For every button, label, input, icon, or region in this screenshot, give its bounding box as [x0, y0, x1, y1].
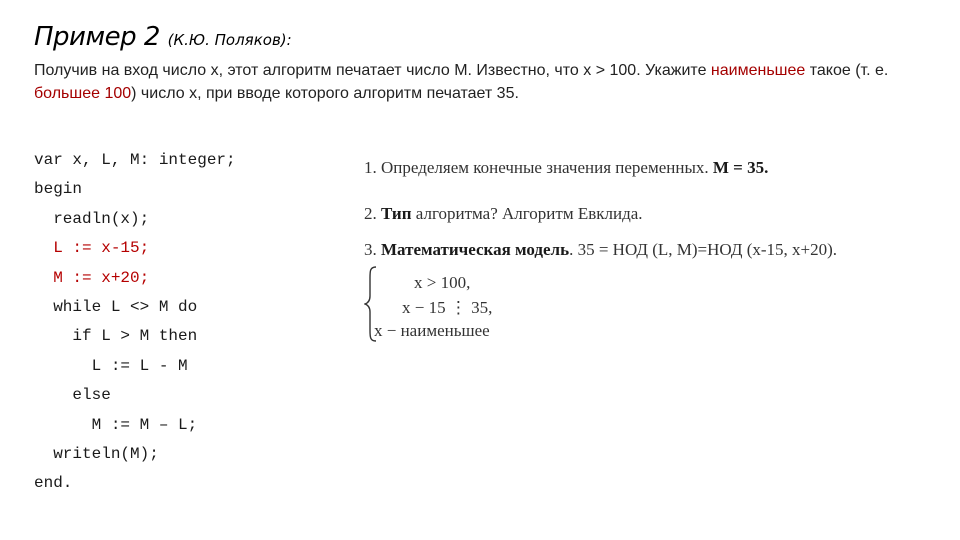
step-1 [364, 158, 954, 204]
code-block [34, 146, 236, 499]
problem-statement [34, 59, 934, 105]
step-3-text: . 35 = НОД (L, M)=НОД (x-15, x+20). [569, 240, 838, 259]
step-1-text: 1. Определяем конечные значения переменных. [364, 158, 713, 177]
code-line-highlight: M := x+20; [34, 268, 150, 287]
step-1-result: M = 35. [712, 158, 769, 177]
title-main: Пример 2 [34, 22, 160, 52]
code-line: readln(x); [34, 209, 150, 228]
code-line: else [34, 386, 111, 405]
code-line: begin [34, 180, 83, 199]
system-row-1: x > 100, [414, 273, 471, 292]
problem-highlight-greater: большее 100 [34, 85, 132, 102]
problem-condition: x > 100 [583, 62, 637, 79]
code-line: end. [34, 474, 73, 493]
code-line: while L <> M do [34, 297, 198, 316]
problem-part-1: Получив на вход число [34, 62, 211, 79]
problem-var-x-1: x [210, 62, 219, 79]
step-2-text: алгоритма? Алгоритм Евклида. [411, 204, 643, 223]
code-line-highlight: L := x-15; [34, 239, 150, 258]
code-line: M := M – L; [34, 415, 198, 434]
code-line: L := L - M [34, 356, 188, 375]
step-2 [364, 204, 954, 240]
system-row-2: x − 15 ⋮ 35, [402, 298, 493, 317]
title-author: (К.Ю. Поляков): [167, 31, 292, 49]
step-2-keyword: Тип [381, 204, 412, 223]
code-line: var x, L, M: integer; [34, 151, 236, 169]
problem-part-6: , при вводе которого алгоритм печатает 35. [197, 85, 519, 102]
slide-title [34, 22, 292, 52]
problem-part-2: , этот алгоритм печатает число M. Известно, что [218, 62, 584, 79]
step-3-num: 3. [364, 240, 381, 259]
system-row-3: x − наименьшее [374, 321, 490, 340]
step-2-num: 2. [364, 204, 381, 223]
code-line: writeln(M); [34, 444, 159, 463]
problem-part-5: ) число [131, 85, 190, 102]
problem-var-x-2: x [189, 85, 198, 102]
step-3-keyword: Математическая модель [381, 240, 570, 259]
code-line: if L > M then [34, 327, 198, 346]
equation-system [364, 266, 564, 344]
problem-part-3: . Укажите [636, 62, 711, 79]
problem-part-4: такое (т. е. [805, 62, 889, 79]
solution-steps [364, 158, 954, 260]
step-3 [364, 240, 954, 260]
problem-highlight-smallest: наименьшее [710, 62, 806, 79]
